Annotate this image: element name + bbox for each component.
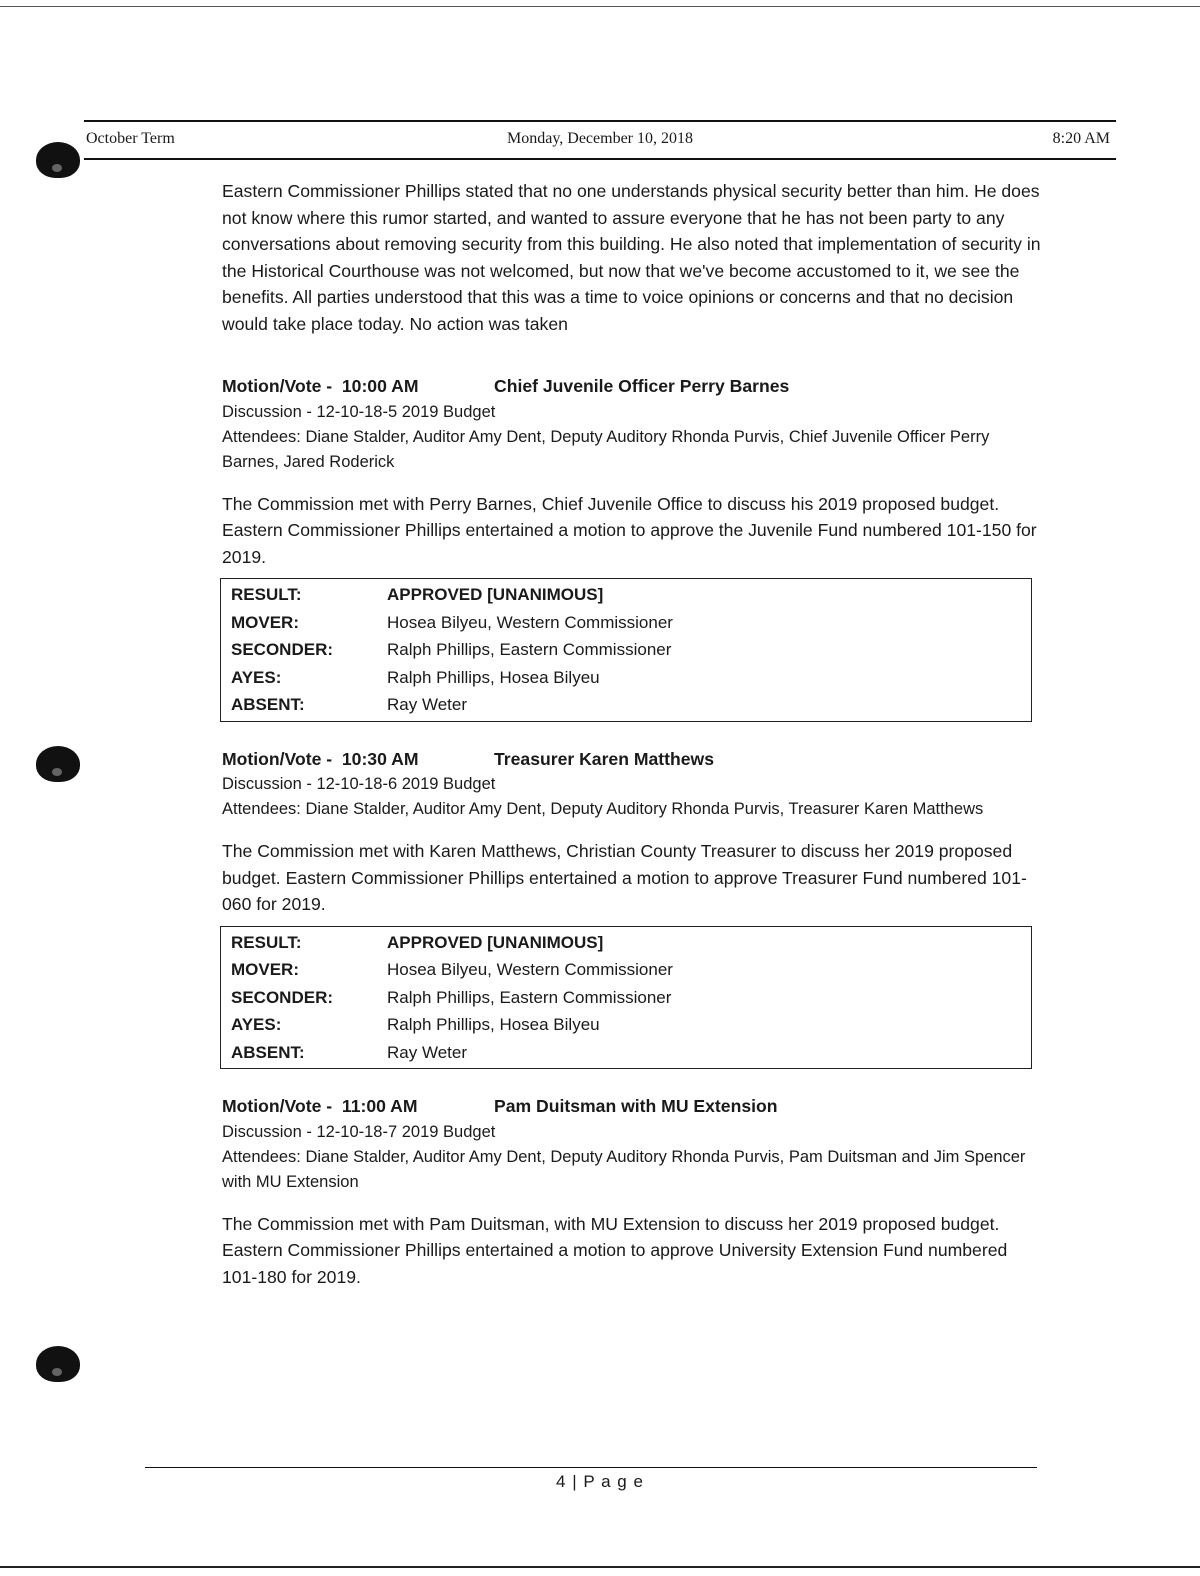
summary-paragraph: The Commission met with Karen Matthews, Christian County Treasurer to discuss her 2019 proposed budget. Eastern Commissioner Phillips entertained a motion to approve Treasurer Fund numbered 101-060 for 2019. [222, 841, 1027, 914]
vote-row-seconder [231, 636, 1031, 664]
discussion-line: Discussion - 12-10-18-7 2019 Budget [222, 1122, 496, 1141]
vote-key: RESULT: [231, 585, 302, 604]
scan-edge-top [0, 6, 1200, 7]
vote-value: Ralph Phillips, Hosea Bilyeu [387, 1015, 600, 1034]
vote-value: APPROVED [UNANIMOUS] [387, 932, 604, 952]
motion-heading [222, 746, 1042, 773]
vote-row-mover [231, 956, 1031, 984]
vote-row-result [231, 929, 1031, 957]
scan-edge-bottom [0, 1566, 1200, 1568]
punch-hole-middle [36, 746, 80, 782]
vote-key: AYES: [231, 667, 282, 687]
punch-hole-bottom [36, 1346, 80, 1382]
motion-time: Motion/Vote - 11:00 AM [222, 1096, 418, 1116]
header-term: October Term [86, 130, 175, 147]
motion-section [222, 746, 1042, 1070]
motion-subject: Pam Duitsman with MU Extension [494, 1096, 778, 1116]
vote-row-absent [231, 1039, 1031, 1067]
vote-row-ayes [231, 1011, 1031, 1039]
motion-heading [222, 373, 1042, 400]
motion-subject: Chief Juvenile Officer Perry Barnes [494, 376, 790, 396]
motion-time: Motion/Vote - 10:30 AM [222, 748, 419, 769]
vote-key: AYES: [231, 1015, 282, 1034]
discussion-line: Discussion - 12-10-18-5 2019 Budget [222, 402, 496, 421]
attendees-line: Attendees: Diane Stalder, Auditor Amy Dent, Deputy Auditory Rhonda Purvis, Pam Duitsman and Jim Spencer with MU Extension [222, 1147, 1026, 1191]
motion-time: Motion/Vote - 10:00 AM [222, 376, 419, 396]
motion-subject: Treasurer Karen Matthews [494, 748, 715, 769]
header-date: Monday, December 10, 2018 [506, 130, 694, 147]
header-rule-top [84, 120, 1116, 122]
vote-value: Ralph Phillips, Eastern Commissioner [387, 987, 672, 1007]
discussion-line: Discussion - 12-10-18-6 2019 Budget [222, 775, 496, 793]
motion-heading [222, 1093, 1042, 1120]
attendees-line: Attendees: Diane Stalder, Auditor Amy Dent, Deputy Auditory Rhonda Purvis, Treasurer Karen Matthews [222, 800, 984, 818]
vote-key: ABSENT: [231, 695, 305, 714]
intro-paragraph: Eastern Commissioner Phillips stated that no one understands physical security better than him. He does not know where this rumor started, and wanted to assure everyone that he has not been party to any conversations about removing security from this building. He also noted that implementation of security in the Historical Courthouse was not welcomed, but now that we've become accustomed to it, we see the benefits. All parties understood that this was a time to voice opinions or concerns and that no decision would take place today. No action was taken [222, 181, 1041, 334]
summary-paragraph: The Commission met with Pam Duitsman, with MU Extension to discuss her 2019 proposed budget. Eastern Commissioner Phillips entertained a motion to approve University Extension Fund numbered 101-180 for 2019. [222, 1213, 1008, 1287]
vote-value: Ray Weter [387, 1042, 467, 1062]
vote-row-mover [231, 609, 1031, 637]
vote-value: Hosea Bilyeu, Western Commissioner [387, 612, 673, 632]
vote-value: Ralph Phillips, Eastern Commissioner [387, 640, 672, 659]
header-rule-bottom [84, 158, 1116, 160]
vote-key: SECONDER: [231, 987, 334, 1007]
header-time: 8:20 AM [1052, 130, 1110, 147]
vote-value: Ray Weter [387, 695, 467, 714]
footer-rule [145, 1467, 1037, 1468]
motion-section [222, 1093, 1042, 1290]
vote-row-seconder [231, 984, 1031, 1012]
vote-value: APPROVED [UNANIMOUS] [387, 585, 604, 604]
vote-row-absent [231, 691, 1031, 719]
vote-row-ayes [231, 664, 1031, 692]
vote-table [220, 926, 1032, 1070]
vote-key: MOVER: [231, 612, 299, 632]
attendees-line: Attendees: Diane Stalder, Auditor Amy Dent, Deputy Auditory Rhonda Purvis, Chief Juvenile Officer Perry Barnes, Jared Roderick [222, 427, 990, 471]
vote-key: MOVER: [231, 960, 299, 979]
vote-table [220, 578, 1032, 722]
vote-value: Hosea Bilyeu, Western Commissioner [387, 960, 673, 979]
vote-value: Ralph Phillips, Hosea Bilyeu [387, 667, 600, 687]
vote-key: RESULT: [231, 932, 302, 952]
vote-row-result [231, 581, 1031, 609]
vote-key: ABSENT: [231, 1042, 305, 1062]
page-number: 4 | P a g e [556, 1472, 644, 1491]
motion-section [222, 373, 1042, 722]
summary-paragraph: The Commission met with Perry Barnes, Chief Juvenile Office to discuss his 2019 proposed budget. Eastern Commissioner Phillips entertained a motion to approve the Juvenile Fund numbered 101-150 for 2019. [222, 493, 1037, 567]
vote-key: SECONDER: [231, 640, 334, 659]
minutes-body [222, 178, 1042, 1290]
